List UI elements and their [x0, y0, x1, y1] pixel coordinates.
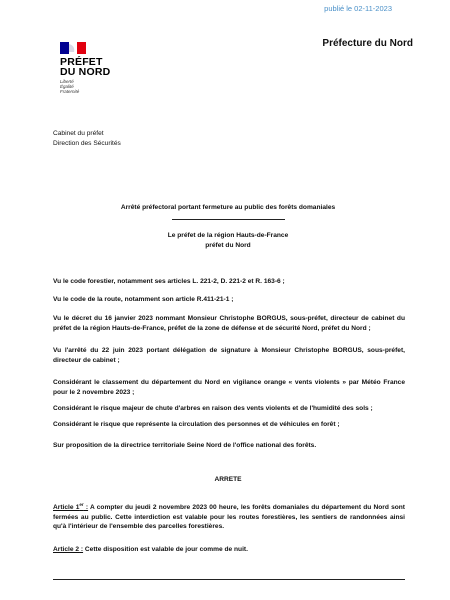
prefect-line-2: préfet du Nord — [205, 241, 251, 249]
article-1 — [53, 500, 405, 532]
proposition: Sur proposition de la directrice territoriale Seine Nord de l'office national des forêts. — [53, 442, 317, 449]
considerant-circulation: Considérant le risque que représente la circulation des personnes et de véhicules en forêt ; — [53, 421, 340, 428]
logo-line-du-nord: DU NORD — [60, 66, 111, 78]
logo-motto — [60, 79, 115, 94]
vu-arrete: Vu l'arrêté du 22 juin 2023 portant délégation de signature à Monsieur Christophe BORGUS, sous-préfet, directeur de cabinet ; — [53, 347, 405, 364]
article-2-label-text: Article 2 — [53, 546, 80, 553]
article-2 — [53, 545, 405, 555]
published-date: publié le 02-11-2023 — [324, 4, 392, 13]
prefect-line-1: Le préfet de la région Hauts-de-France — [167, 232, 289, 239]
motto-line: Égalité — [60, 84, 74, 89]
marianne-flag-icon — [60, 42, 86, 54]
article-1-text: A compter du jeudi 2 novembre 2023 00 heure, les forêts domaniales du département du Nord sont fermées au public. Cette interdiction est valable pour les routes forestières, les sentiers de randonnées ainsi qu'à l'intérieur de l'ensemble des parcelles forestières. — [53, 504, 406, 531]
title-underline — [172, 219, 285, 220]
article-1-label-sup: er — [79, 502, 84, 507]
document-title: Arrêté préfectoral portant fermeture au public des forêts domaniales — [120, 204, 336, 211]
prefect-block — [53, 231, 403, 250]
article-1-label — [53, 504, 88, 511]
vu-code-route: Vu le code de la route, notamment son article R.411-21-1 ; — [53, 296, 234, 303]
article-1-label-colon: : — [83, 504, 89, 512]
motto-line: Fraternité — [60, 89, 80, 94]
marianne-logo — [60, 42, 115, 94]
article-1-label-text: Article 1 — [53, 504, 80, 512]
motto-line: Liberté — [60, 79, 74, 84]
logo-line-prefet: PRÉFET — [60, 56, 103, 68]
sender-line-direction: Direction des Sécurités — [53, 139, 121, 147]
sender-block — [53, 129, 253, 148]
article-2-text: Cette disposition est valable de jour comme de nuit. — [83, 546, 248, 553]
vu-decret: Vu le décret du 16 janvier 2023 nommant Monsieur Christophe BORGUS, sous-préfet, directeur de cabinet du préfet de la région Hauts-de-France, préfet de la zone de défense et de sécurité Nord, préfet du Nord ; — [53, 315, 405, 332]
prefecture-heading: Préfecture du Nord — [322, 38, 413, 49]
arrete-heading: ARRETE — [214, 476, 242, 483]
considerant-vigilance: Considérant le classement du département du Nord en vigilance orange « vents violents » par Météo France pour le 2 novembre 2023 ; — [53, 379, 405, 396]
sender-line-cabinet: Cabinet du préfet — [53, 130, 104, 137]
article-2-label — [53, 546, 83, 553]
bottom-separator — [53, 579, 405, 580]
considerant-chute-arbres: Considérant le risque majeur de chute d'arbres en raison des vents violents et de l'humidité des sols ; — [53, 405, 373, 412]
vu-code-forestier: Vu le code forestier, notamment ses articles L. 221-2, D. 221-2 et R. 163-6 ; — [53, 278, 285, 285]
article-2-label-colon: : — [79, 546, 84, 553]
